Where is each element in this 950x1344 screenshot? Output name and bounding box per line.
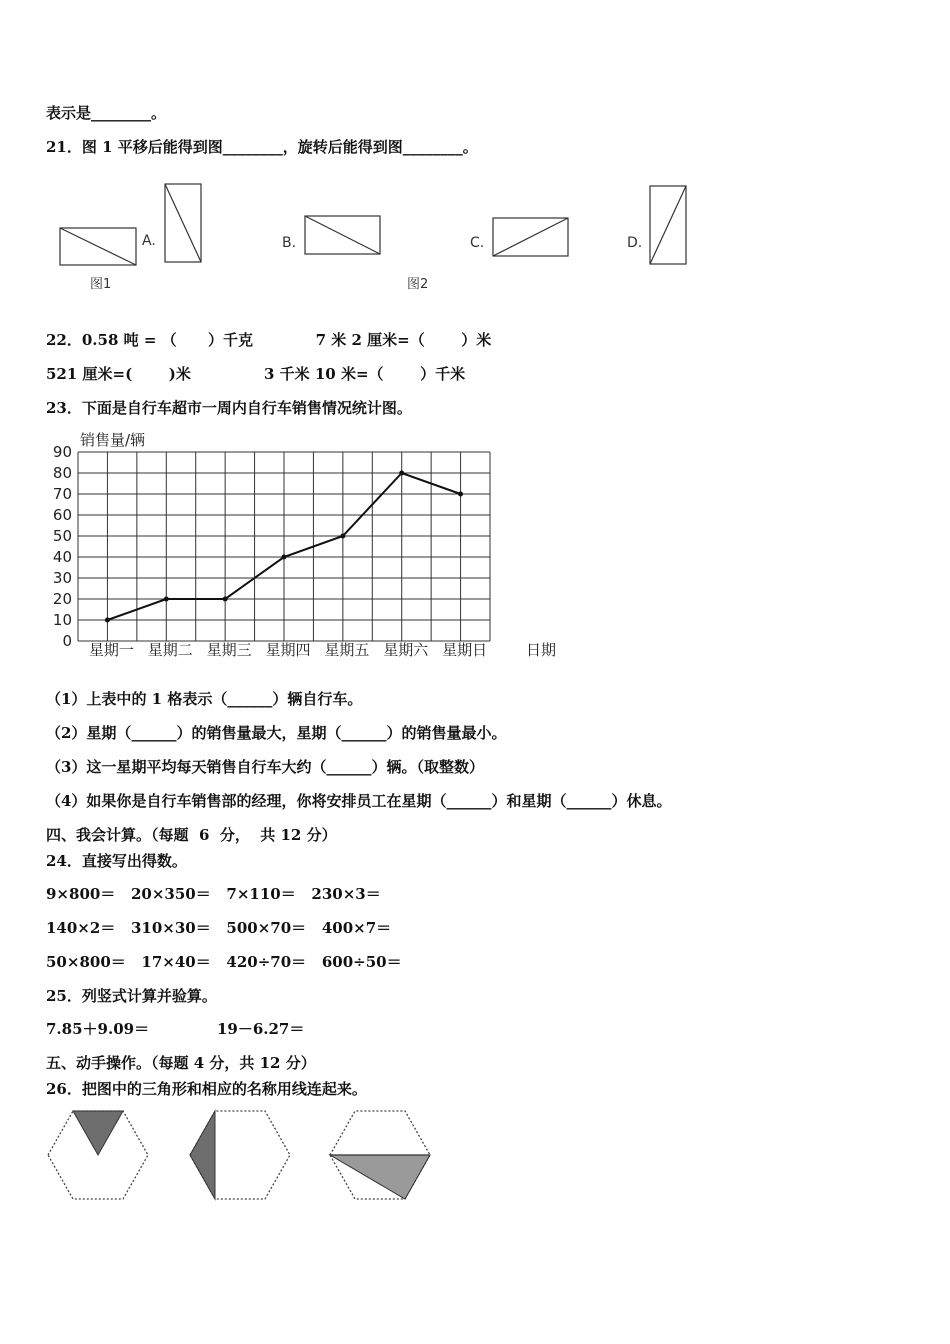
question-22-row1: 22．0.58 吨 = （ ）千克 7 米 2 厘米=（ ）米 xyxy=(46,331,492,349)
y-tick-label: 90 xyxy=(52,443,72,461)
shaded-triangle-1 xyxy=(73,1111,123,1155)
section-4-heading: 四、我会计算。（每题 6 分， 共 12 分） xyxy=(46,826,337,844)
shaded-triangle-2 xyxy=(190,1111,215,1199)
data-point xyxy=(282,555,287,560)
figure-26 xyxy=(40,1105,460,1210)
y-tick-label: 80 xyxy=(52,464,72,482)
y-tick-label: 50 xyxy=(52,527,72,545)
calc-row-4: 7.85＋9.09＝ 19－6.27＝ xyxy=(46,1020,305,1038)
data-point xyxy=(105,618,110,623)
x-tick-label: 星期二 xyxy=(147,641,193,659)
x-tick-label: 星期一 xyxy=(88,641,134,659)
y-tick-label: 0 xyxy=(62,632,72,650)
chart-y-ticks xyxy=(53,443,72,650)
option-a-shape xyxy=(165,184,201,262)
data-point xyxy=(223,597,228,602)
option-c-label: C. xyxy=(470,235,485,251)
sales-line-chart xyxy=(40,422,580,667)
option-d-label: D. xyxy=(627,235,643,251)
question-25: 25．列竖式计算并验算。 xyxy=(46,987,217,1005)
hexagon-3 xyxy=(330,1111,430,1199)
question-23-part1: （1）上表中的 1 格表示（______）辆自行车。 xyxy=(46,690,363,708)
y-tick-label: 40 xyxy=(52,548,72,566)
question-23: 23．下面是自行车超市一周内自行车销售情况统计图。 xyxy=(46,399,412,417)
figure1-caption: 图1 xyxy=(90,277,112,292)
x-tick-label: 星期三 xyxy=(206,641,252,659)
question-22-row2: 521 厘米=( )米 3 千米 10 米=（ ）千米 xyxy=(46,365,466,383)
chart-x-label: 日期 xyxy=(526,641,557,659)
data-point xyxy=(399,471,404,476)
x-tick-label: 星期日 xyxy=(442,641,488,659)
question-23-part2: （2）星期（______）的销售量最大，星期（______）的销售量最小。 xyxy=(46,724,507,742)
line-answer-blank: 表示是________。 xyxy=(46,104,167,122)
calc-row-2: 140×2＝ 310×30＝ 500×70＝ 400×7＝ xyxy=(46,919,392,937)
figure1-shape xyxy=(60,228,136,265)
hexagon-2 xyxy=(190,1111,290,1199)
chart-x-ticks xyxy=(89,641,487,659)
x-tick-label: 星期四 xyxy=(265,641,311,659)
question-23-part3: （3）这一星期平均每天销售自行车大约（______）辆。（取整数） xyxy=(46,758,484,776)
option-c-shape xyxy=(493,218,568,256)
y-tick-label: 20 xyxy=(52,590,72,608)
hexagon-1 xyxy=(48,1111,148,1199)
question-24: 24．直接写出得数。 xyxy=(46,852,187,870)
question-26: 26．把图中的三角形和相应的名称用线连起来。 xyxy=(46,1080,367,1098)
option-a-label: A. xyxy=(142,233,156,249)
figure2-caption: 图2 xyxy=(407,277,429,292)
calc-row-3: 50×800＝ 17×40＝ 420÷70＝ 600÷50＝ xyxy=(46,953,402,971)
section-5-heading: 五、动手操作。（每题 4 分，共 12 分） xyxy=(46,1054,316,1072)
figure-21 xyxy=(50,178,710,298)
y-tick-label: 70 xyxy=(52,485,72,503)
data-point xyxy=(164,597,169,602)
option-d-shape xyxy=(650,186,686,264)
question-23-part4: （4）如果你是自行车销售部的经理，你将安排员工在星期（______）和星期（______）休息。 xyxy=(46,792,672,810)
option-b-label: B. xyxy=(282,235,297,251)
data-point xyxy=(340,534,345,539)
option-b-shape xyxy=(305,216,380,254)
x-tick-label: 星期五 xyxy=(324,641,370,659)
chart-y-label: 销售量/辆 xyxy=(80,431,146,449)
calc-row-1: 9×800＝ 20×350＝ 7×110＝ 230×3＝ xyxy=(46,885,381,903)
x-tick-label: 星期六 xyxy=(383,641,429,659)
chart-grid xyxy=(78,452,490,641)
y-tick-label: 60 xyxy=(52,506,72,524)
question-21: 21．图 1 平移后能得到图________，旋转后能得到图________。 xyxy=(46,138,478,156)
y-tick-label: 30 xyxy=(52,569,72,587)
y-tick-label: 10 xyxy=(52,611,72,629)
shaded-triangle-3 xyxy=(330,1155,430,1199)
data-point xyxy=(458,492,463,497)
